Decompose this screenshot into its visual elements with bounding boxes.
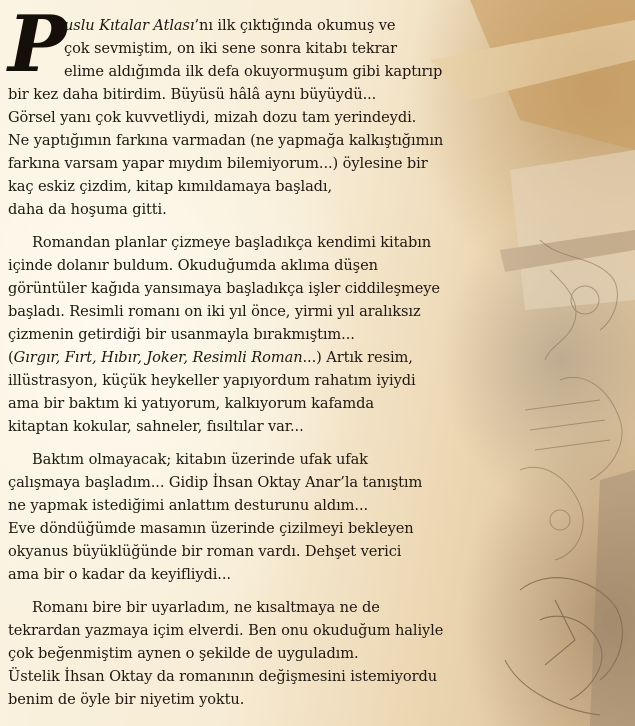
- drop-cap-letter: P: [8, 0, 67, 90]
- text-line: Üstelik İhsan Oktay da romanının değişmesini istemiyordu: [8, 668, 438, 685]
- text-line: ama bir baktım ki yatıyorum, kalkıyorum kafamda: [8, 395, 374, 412]
- text-line: Romandan planlar çizmeye başladıkça kendimi kitabın: [32, 234, 432, 251]
- text-line: çalışmaya başladım... Gidip İhsan Oktay Anar’la tanıştım: [8, 474, 423, 491]
- text-line: Ne yaptığımın farkına varmadan (ne yapmağa kalkıştığımın: [8, 132, 444, 149]
- text-line: Eve döndüğümde masamın üzerinde çizilmeyi bekleyen: [8, 520, 414, 537]
- text-line: kitaptan kokular, sahneler, fısıltılar var...: [8, 418, 304, 435]
- paper-sheet-middle: [500, 150, 635, 310]
- text-line: Romanı bire bir uyarladım, ne kısaltmaya ne de: [32, 599, 380, 616]
- text-line: elime aldığımda ilk defa okuyormuşum gibi kaptırıp: [64, 63, 443, 80]
- text-line: çok beğenmiştim aynen o şekilde de uyguladım.: [8, 645, 359, 662]
- paragraph-2: [8, 231, 508, 438]
- text-line: illüstrasyon, küçük heykeller yapıyordum rahatım iyiydi: [8, 372, 416, 389]
- text-line: uslu Kıtalar Atlası’nı ilk çıktığında okumuş ve: [64, 17, 396, 34]
- text-line: görüntüler kağıda yansımaya başladıkça işler ciddileşmeye: [8, 280, 440, 297]
- book-title: uslu Kıtalar Atlası: [64, 17, 195, 34]
- article-body: [8, 14, 508, 721]
- text-line: farkına varsam yapar mıydım bilemiyorum...) öylesine bir: [8, 155, 428, 172]
- text-line: kaç eskiz çizdim, kitap kımıldamaya başladı,: [8, 178, 333, 195]
- paragraph-1: [8, 14, 508, 221]
- text-line: başladı. Resimli romanı on iki yıl önce, yirmi yıl aralıksız: [8, 303, 421, 320]
- text-line: bir kez daha bitirdim. Büyüsü hâlâ aynı büyüydü...: [8, 86, 377, 103]
- text-line: okyanus büyüklüğünde bir roman vardı. Dehşet verici: [8, 543, 402, 560]
- text-line: Görsel yanı çok kuvvetliydi, mizah dozu tam yerindeydi.: [8, 109, 417, 126]
- text-line: tekrardan yazmaya içim elverdi. Ben onu okuduğum haliyle: [8, 622, 444, 639]
- text-line-with-italics: (Gırgır, Fırt, Hıbır, Joker, Resimli Roman...) Artık resim,: [8, 349, 413, 366]
- text-line: daha da hoşuma gitti.: [8, 201, 167, 218]
- paragraph-3: [8, 448, 508, 586]
- text-line: çok sevmiştim, on iki sene sonra kitabı tekrar: [64, 40, 398, 57]
- text-line: Baktım olmayacak; kitabın üzerinde ufak ufak: [32, 451, 368, 468]
- text-line: ne yapmak istediğimi anlattım desturunu aldım...: [8, 497, 369, 514]
- text-line: benim de öyle bir niyetim yoktu.: [8, 691, 245, 708]
- text-line: ama bir o kadar da keyifliydi...: [8, 566, 231, 583]
- paragraph-4: [8, 596, 508, 711]
- magazine-names: Gırgır, Fırt, Hıbır, Joker, Resimli Roman: [13, 349, 303, 366]
- dark-sheet-edge: [590, 470, 635, 726]
- text-line: çizmenin getirdiği bir usanmayla bırakmıştım...: [8, 326, 355, 343]
- text-line: içinde dolanır buldum. Okuduğumda aklıma düşen: [8, 257, 378, 274]
